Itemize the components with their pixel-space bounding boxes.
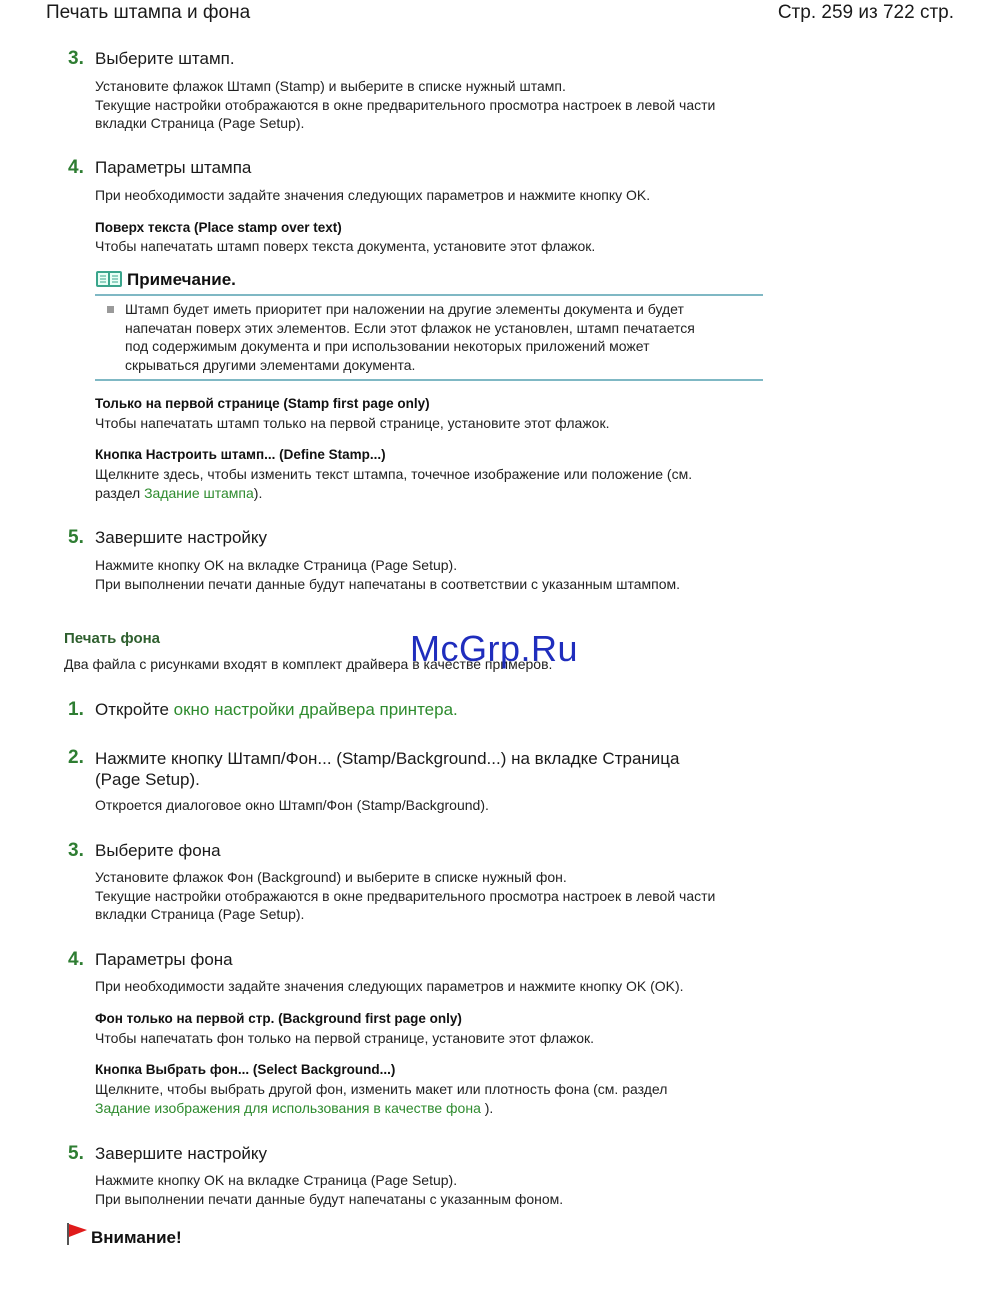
red-flag-icon [66, 1222, 88, 1246]
step-number: 5. [68, 1143, 84, 1164]
step-number: 3. [68, 48, 84, 69]
driver-settings-link[interactable]: окно настройки драйвера принтера. [173, 700, 458, 719]
step-title: Откройте окно настройки драйвера принтера. [95, 700, 458, 719]
step-title: Параметры фона [95, 950, 233, 969]
warning-title: Внимание! [91, 1228, 182, 1247]
step-title: Выберите фона [95, 841, 221, 860]
step-number: 2. [68, 747, 84, 768]
page-header [0, 2, 1000, 28]
note-item [95, 300, 763, 380]
step-title: Выберите штамп. [95, 49, 235, 68]
option-title: Кнопка Выбрать фон... (Select Background...) [95, 1062, 396, 1077]
option-text: Чтобы напечатать штамп поверх текста документа, установите этот флажок. [95, 238, 596, 254]
option-text: Чтобы напечатать штамп только на первой странице, установите этот флажок. [95, 415, 610, 431]
note-divider-bottom [95, 379, 763, 381]
step-title: Параметры штампа [95, 158, 252, 177]
step-text: Нажмите кнопку OK на вкладке Страница (Page Setup). При выполнении печати данные будут напечатаны в соответствии с указанным штампом. [95, 557, 681, 592]
section-intro: Два файла с рисунками входят в комплект драйвера в качестве примеров. [64, 656, 553, 672]
step-number: 1. [68, 699, 84, 720]
step-text: При необходимости задайте значения следующих параметров и нажмите кнопку OK (OK). [95, 978, 684, 994]
option-title: Только на первой странице (Stamp first page only) [95, 396, 430, 411]
section-title: Печать фона [64, 630, 161, 647]
step-text: Установите флажок Фон (Background) и выберите в списке нужный фон. Текущие настройки отображаются в окне предварительного просмотра настроек в левой части вкладки Страница (Page Setup). [95, 869, 716, 922]
note-divider-top [95, 294, 763, 296]
step-title: Завершите настройку [95, 1144, 268, 1163]
option-text: Чтобы напечатать фон только на первой странице, установите этот флажок. [95, 1030, 595, 1046]
step-title: Завершите настройку [95, 528, 268, 547]
option-title: Поверх текста (Place stamp over text) [95, 220, 342, 235]
option-text: Щелкните, чтобы выбрать другой фон, изменить макет или плотность фона (см. раздел Задание изображения для использования в качестве фона ). [95, 1081, 668, 1116]
note-title: Примечание. [127, 270, 236, 289]
watermark: McGrp.Ru [410, 628, 579, 669]
step-text: Откроется диалоговое окно Штамп/Фон (Stamp/Background). [95, 797, 489, 813]
page-counter: Стр. 259 из 722 стр. [777, 2, 954, 23]
note-box [95, 268, 763, 384]
step-text: Нажмите кнопку OK на вкладке Страница (Page Setup). При выполнении печати данные будут напечатаны с указанным фоном. [95, 1172, 564, 1207]
define-stamp-link[interactable]: Задание штампа [144, 484, 254, 501]
page-title: Печать штампа и фона [46, 2, 251, 23]
step-text: Установите флажок Штамп (Stamp) и выберите в списке нужный штамп. Текущие настройки отображаются в окне предварительного просмотра настроек в левой части вкладки Страница (Page Setup). [95, 78, 716, 131]
step-text: При необходимости задайте значения следующих параметров и нажмите кнопку OK. [95, 187, 651, 203]
open-book-icon [95, 270, 123, 288]
step-number: 4. [68, 949, 84, 970]
note-text: Штамп будет иметь приоритет при наложении на другие элементы документа и будет напечатан поверх этих элементов. Если этот флажок не установлен, штамп печатается под содержимым документа и при использовании некоторых приложений может скрываться другими элементами документа. [125, 301, 695, 373]
step-number: 3. [68, 840, 84, 861]
step-number: 4. [68, 157, 84, 178]
bullet-icon [107, 306, 114, 313]
option-title: Кнопка Настроить штамп... (Define Stamp...) [95, 447, 386, 462]
option-text: Щелкните здесь, чтобы изменить текст штампа, точечное изображение или положение (см. раздел Задание штампа). [95, 466, 693, 501]
option-title: Фон только на первой стр. (Background first page only) [95, 1011, 462, 1026]
background-image-link[interactable]: Задание изображения для использования в качестве фона [95, 1099, 481, 1116]
step-number: 5. [68, 527, 84, 548]
step-title: Нажмите кнопку Штамп/Фон... (Stamp/Background...) на вкладке Страница (Page Setup). [95, 749, 680, 789]
